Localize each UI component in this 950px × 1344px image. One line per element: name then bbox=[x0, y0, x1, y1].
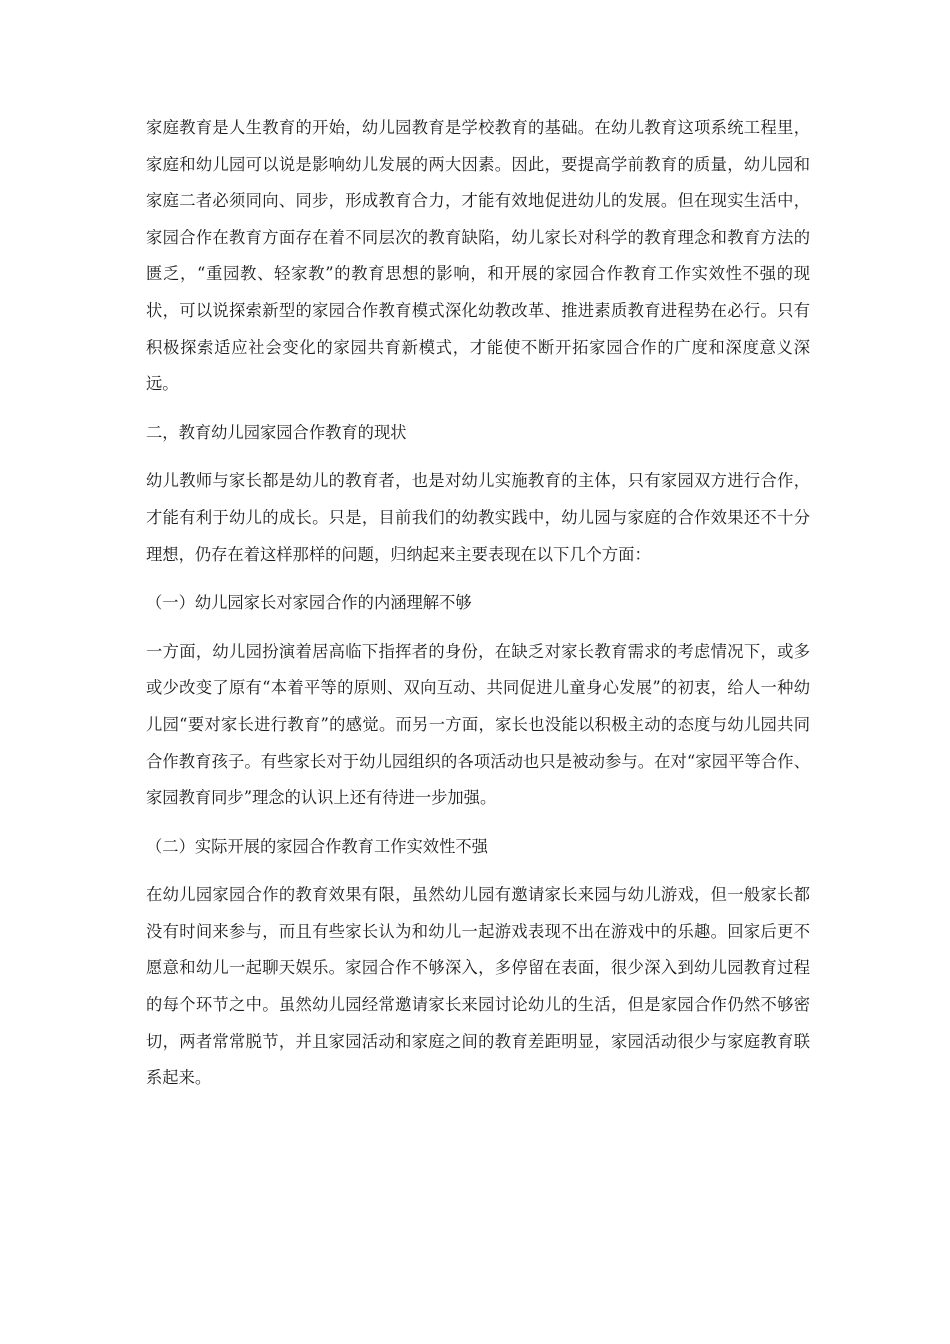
section-status-paragraph: 幼儿教师与家长都是幼儿的教育者，也是对幼儿实施教育的主体，只有家园双方进行合作，才能有利于幼儿的成长。只是，目前我们的幼教实践中，幼儿园与家庭的合作效果还不十分理想，仍存在着这样那样的问题，归纳起来主要表现在以下几个方面： bbox=[146, 471, 810, 564]
intro-paragraph: 家庭教育是人生教育的开始，幼儿园教育是学校教育的基础。在幼儿教育这项系统工程里，家庭和幼儿园可以说是影响幼儿发展的两大因素。因此，要提高学前教育的质量，幼儿园和家庭二者必须同向、同步，形成教育合力，才能有效地促进幼儿的发展。但在现实生活中，家园合作在教育方面存在着不同层次的教育缺陷，幼儿家长对科学的教育理念和教育方法的匮乏，“重园教、轻家教”的教育思想的影响，和开展的家园合作教育工作实效性不强的现状，可以说探索新型的家园合作教育模式深化幼教改革、推进素质教育进程势在必行。只有积极探索适应社会变化的家园共育新模式，才能使不断开拓家园合作的广度和深度意义深远。 bbox=[146, 118, 810, 394]
section-heading-status: 二，教育幼儿园家园合作教育的现状 bbox=[146, 422, 407, 442]
document-page bbox=[146, 110, 810, 1109]
subsection-heading-understanding: （一）幼儿园家长对家园合作的内涵理解不够 bbox=[146, 593, 472, 613]
subsection-understanding-paragraph: 一方面，幼儿园扮演着居高临下指挥者的身份，在缺乏对家长教育需求的考虑情况下，或多或少改变了原有“本着平等的原则、双向互动、共同促进儿童身心发展”的初衷，给人一种幼儿园“要对家长进行教育”的感觉。而另一方面，家长也没能以积极主动的态度与幼儿园共同合作教育孩子。有些家长对于幼儿园组织的各项活动也只是被动参与。在对“家园平等合作、家园教育同步”理念的认识上还有待进一步加强。 bbox=[146, 641, 810, 808]
subsection-heading-effectiveness: （二）实际开展的家园合作教育工作实效性不强 bbox=[146, 836, 488, 856]
subsection-effectiveness-paragraph: 在幼儿园家园合作的教育效果有限，虽然幼儿园有邀请家长来园与幼儿游戏，但一般家长都没有时间来参与，而且有些家长认为和幼儿一起游戏表现不出在游戏中的乐趣。回家后更不愿意和幼儿一起聊天娱乐。家园合作不够深入，多停留在表面，很少深入到幼儿园教育过程的每个环节之中。虽然幼儿园经常邀请家长来园讨论幼儿的生活，但是家园合作仍然不够密切，两者常常脱节，并且家园活动和家庭之间的教育差距明显，家园活动很少与家庭教育联系起来。 bbox=[146, 885, 810, 1088]
